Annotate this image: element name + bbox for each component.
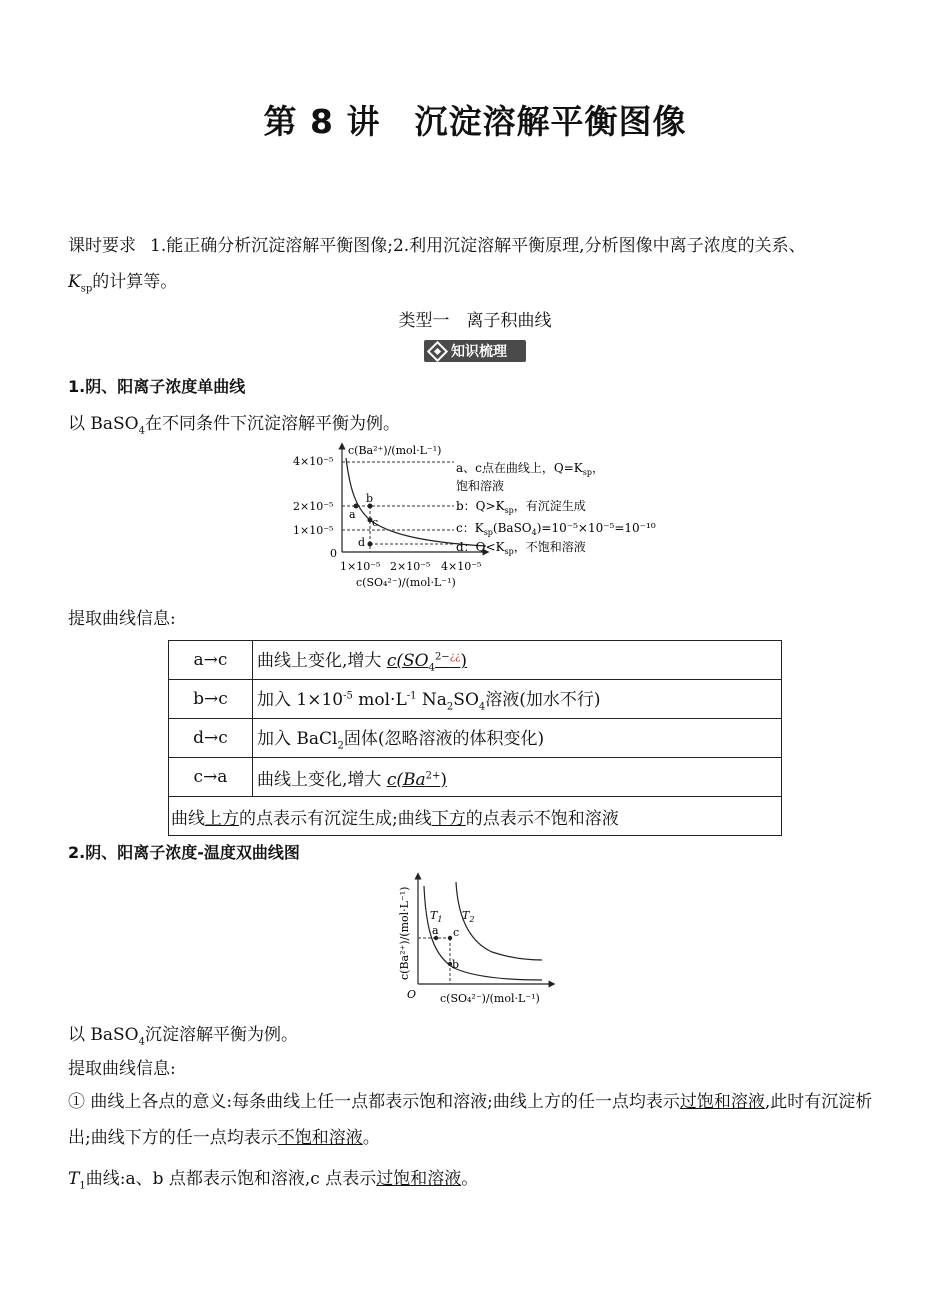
table-row <box>169 758 782 797</box>
section2-heading: 2.阴、阳离子浓度-温度双曲线图 <box>68 843 300 862</box>
label-c: c <box>453 926 460 939</box>
y-axis-label: c(Ba²⁺)/(mol·L⁻¹) <box>348 444 442 457</box>
note-saturated: 饱和溶液 <box>456 479 505 493</box>
curve-info-table <box>168 640 782 836</box>
single-curve-diagram <box>286 440 676 596</box>
row-key: a→c <box>169 641 253 680</box>
label-b: b <box>366 492 374 505</box>
extract-label-2: 提取曲线信息: <box>68 1059 176 1079</box>
double-curve-diagram <box>392 872 562 1008</box>
requirement-text: 1.能正确分析沉淀溶解平衡图像;2.利用沉淀溶解平衡原理,分析图像中离子浓度的关系、 <box>150 236 806 256</box>
label-c: c <box>372 516 379 529</box>
intro-text: 以 BaSO <box>68 414 139 434</box>
x-tick-2e-5: 2×10⁻⁵ <box>390 560 431 573</box>
y-tick-0: 0 <box>330 547 337 560</box>
y-tick-2e-5: 2×10⁻⁵ <box>293 500 334 513</box>
row-key: c→a <box>169 758 253 797</box>
label-d: d <box>358 536 366 549</box>
table-row <box>169 797 782 836</box>
label-t2: $T_2$ <box>462 909 475 924</box>
x-tick-1e-5: 1×10⁻⁵ <box>340 560 381 573</box>
point-meaning: ① 曲线上各点的意义:每条曲线上任一点都表示饱和溶液;曲线上方的任一点均表示过饱和溶液,此时有沉淀析出;曲线下方的任一点均表示不饱和溶液。 <box>68 1092 873 1148</box>
row-key: b→c <box>169 680 253 719</box>
row-key: d→c <box>169 719 253 758</box>
point-d <box>368 542 373 547</box>
label-a: a <box>349 508 356 521</box>
table-row <box>169 641 782 680</box>
table-row <box>169 719 782 758</box>
requirement-label: 课时要求 <box>68 236 136 256</box>
curve-t1 <box>424 886 542 980</box>
extract-label-1: 提取曲线信息: <box>68 609 176 629</box>
table-row <box>169 680 782 719</box>
t1-curve-note: $T_1$曲线:a、b 点都表示饱和溶液,c 点表示过饱和溶液。 <box>68 1169 479 1192</box>
badge-label: 知识梳理 <box>451 344 507 360</box>
point-c <box>448 936 452 940</box>
note-ac: a、c点在曲线上，$Q=K_{sp}$， <box>456 461 604 477</box>
row-value: 加入 $1\times 10^{-5}$ $mol\cdot L^{-1}$ $Na_2SO_4$溶液(加水不行) <box>253 680 782 719</box>
section-type-title: 类型一 离子积曲线 <box>398 311 552 331</box>
x-tick-4e-5: 4×10⁻⁵ <box>441 560 482 573</box>
note-c: c：$K_{sp}(BaSO_4)=10^{-5}\times 10^{-5}=10^{-10}$ <box>456 521 656 537</box>
y-tick-1e-5: 1×10⁻⁵ <box>293 524 334 537</box>
section1-intro <box>68 409 400 436</box>
diamond-icon <box>427 340 448 361</box>
note-d: d：$Q<K_{sp}$，不饱和溶液 <box>456 540 586 556</box>
section2-intro: 以 BaSO$_4$沉淀溶解平衡为例。 <box>68 1025 298 1048</box>
note-b: b：$Q>K_{sp}$，有沉淀生成 <box>456 499 586 515</box>
label-b: b <box>452 958 460 971</box>
requirement-text-end: 的计算等。 <box>92 272 178 292</box>
section1-heading: 1.阴、阳离子浓度单曲线 <box>68 377 246 396</box>
x-axis-label: c(SO₄²⁻)/(mol·L⁻¹) <box>356 576 456 589</box>
label-a: a <box>432 924 439 937</box>
row-value: 曲线上变化,增大 $c(SO_4^{2-¿¿})$ <box>253 641 782 680</box>
lesson-requirement <box>68 228 898 307</box>
label-t1: $T_1$ <box>430 909 443 924</box>
y-axis-label: c(Ba²⁺)/(mol·L⁻¹) <box>398 886 411 980</box>
row-summary: 曲线上方的点表示有沉淀生成;曲线下方的点表示不饱和溶液 <box>169 797 782 836</box>
origin-label: O <box>407 988 417 1001</box>
row-value: 加入 BaCl$_2$固体(忽略溶液的体积变化) <box>253 719 782 758</box>
x-axis-label: c(SO₄²⁻)/(mol·L⁻¹) <box>440 992 540 1005</box>
page-title: 第 8 讲 沉淀溶解平衡图像 <box>263 102 687 141</box>
intro-text-end: 在不同条件下沉淀溶解平衡为例。 <box>145 414 400 434</box>
row-value: 曲线上变化,增大 $c(Ba^{2+})$ <box>253 758 782 797</box>
ksp-symbol: K <box>68 272 81 292</box>
ksp-subscript: sp <box>80 283 93 295</box>
knowledge-badge <box>424 340 526 362</box>
y-tick-4e-5: 4×10⁻⁵ <box>293 455 334 468</box>
intro-sub: 4 <box>138 425 145 437</box>
